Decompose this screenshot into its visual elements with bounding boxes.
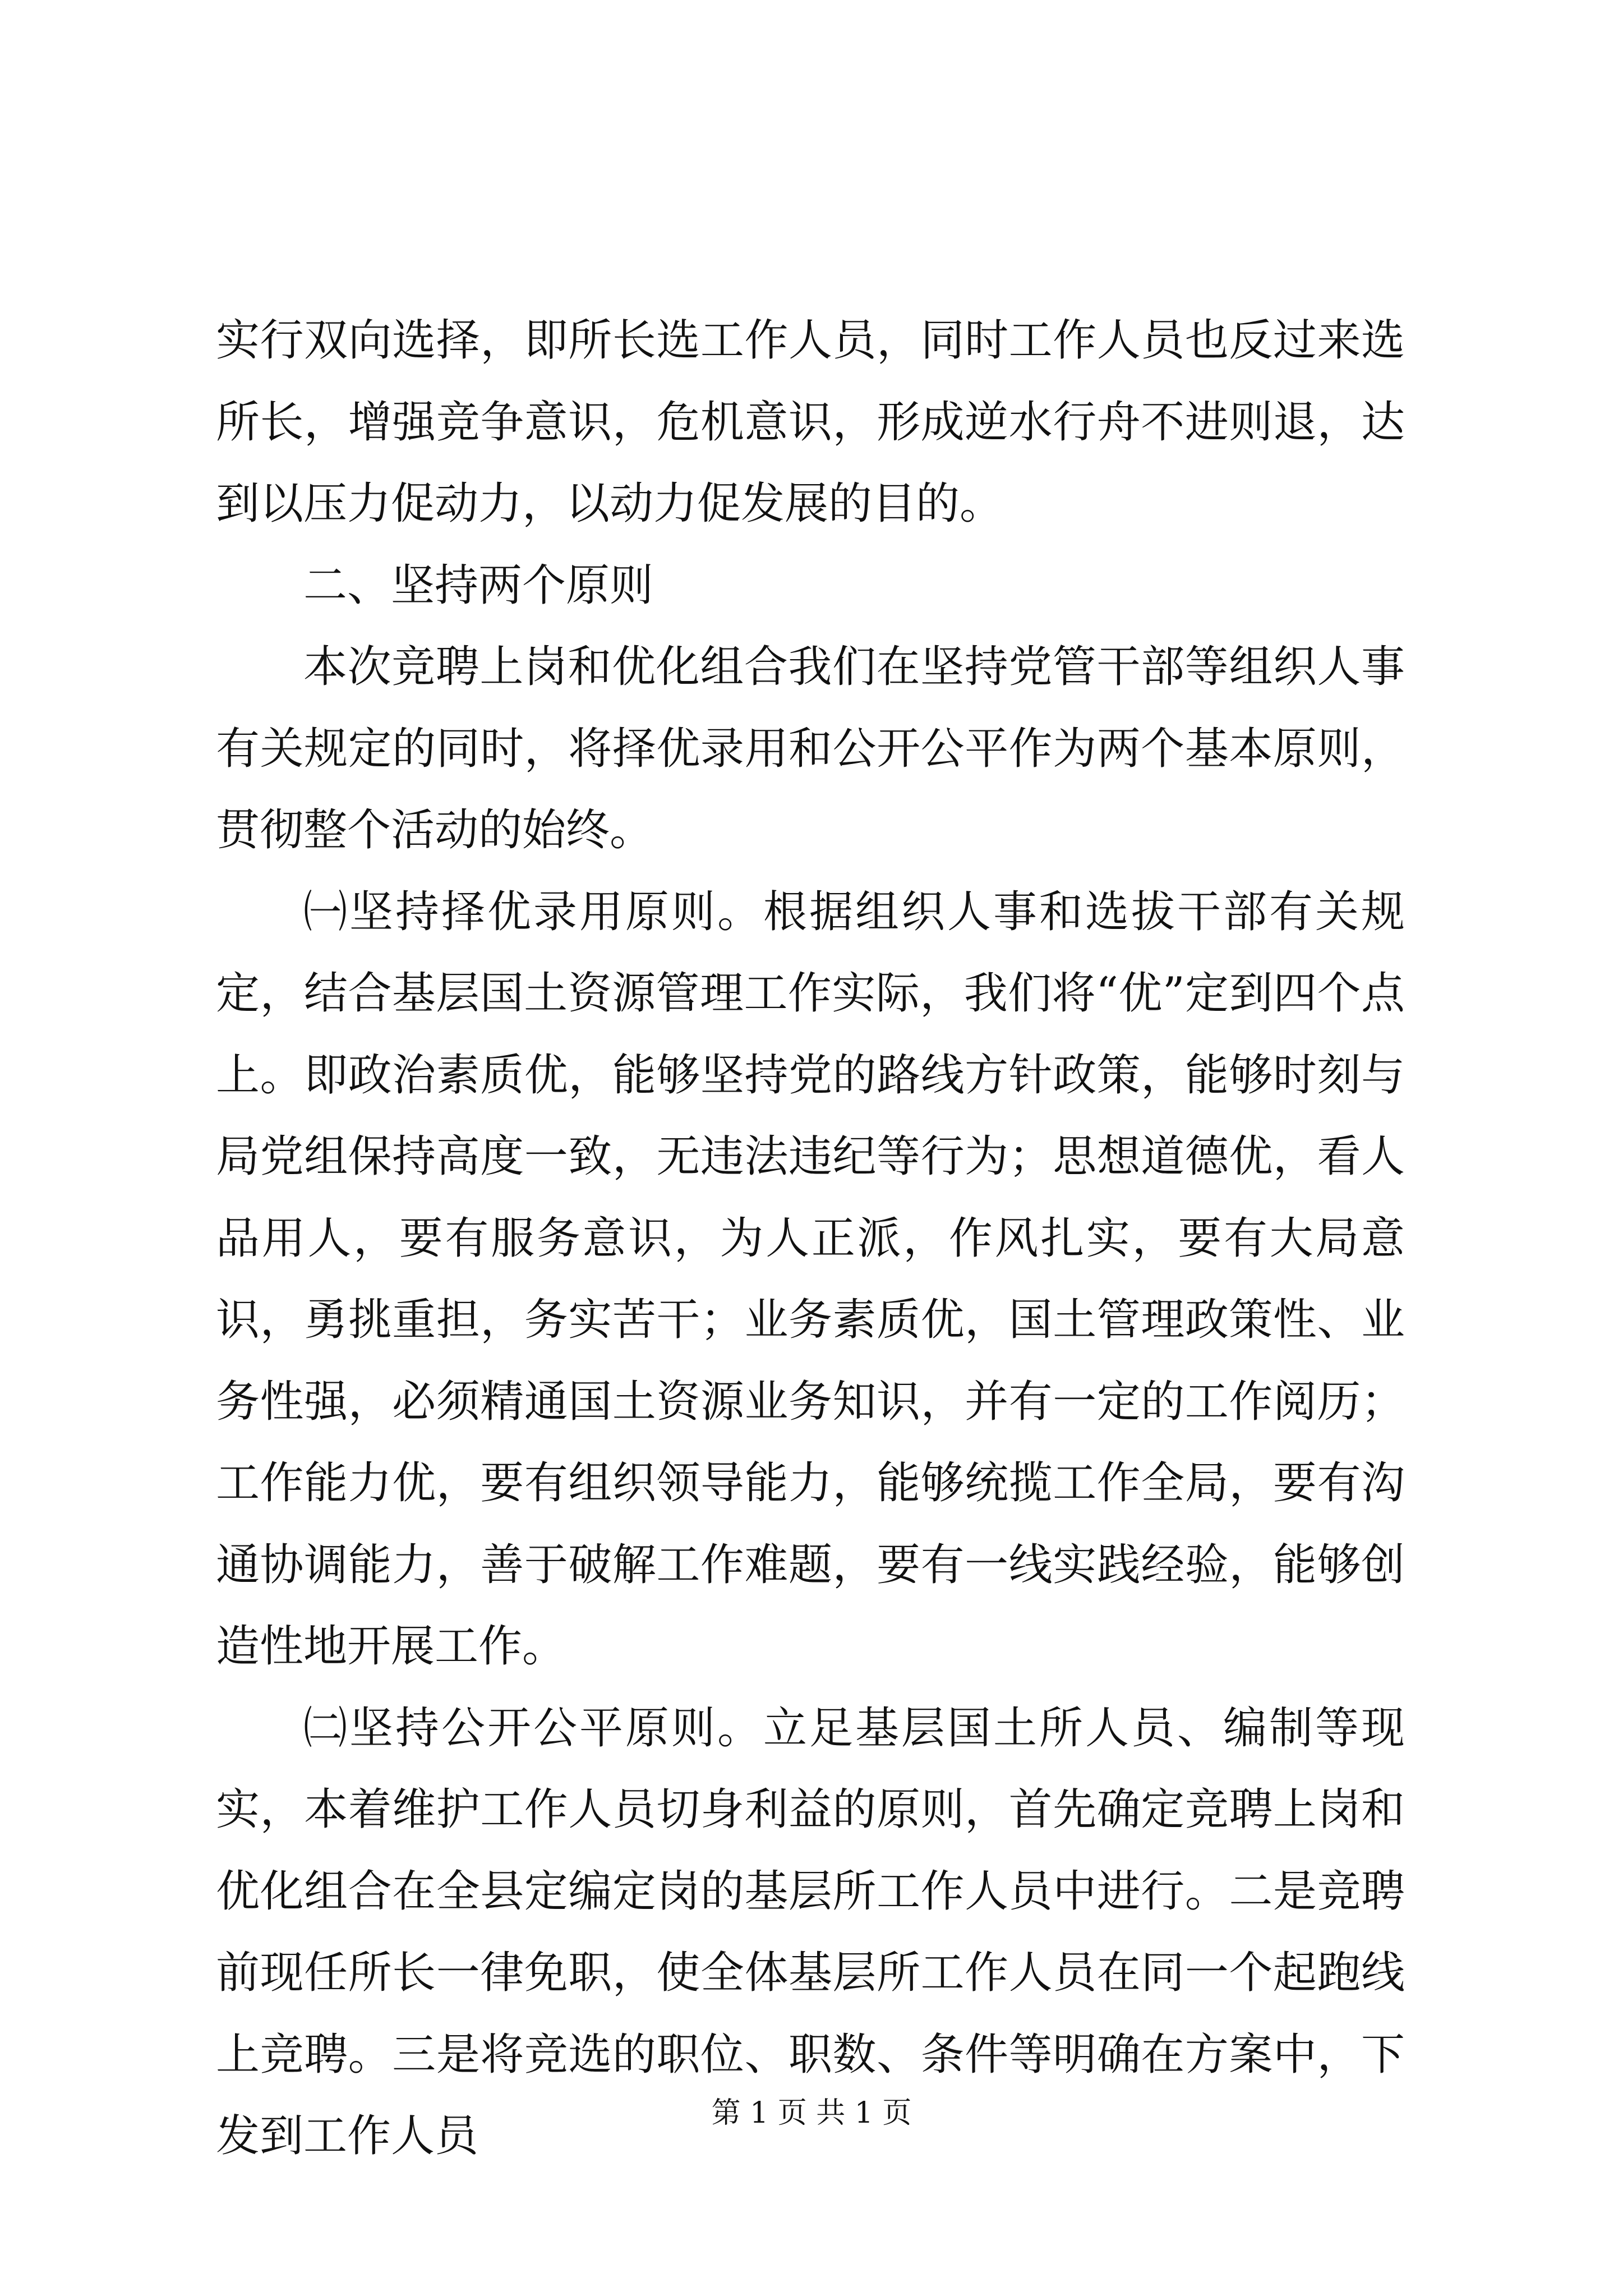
document-body bbox=[216, 300, 1405, 2178]
paragraph-fairness-principle: ㈡坚持公开公平原则。立足基层国土所人员、编制等现实，本着维护工作人员切身利益的原则，首先确定竞聘上岗和优化组合在全县定编定岗的基层所工作人员中进行。二是竞聘前现任所长一律免职，使全体基层所工作人员在同一个起跑线上竞聘。三是将竞选的职位、职数、条件等明确在方案中，下发到工作人员 bbox=[216, 1703, 1405, 2161]
paragraph-merit-principle: ㈠坚持择优录用原则。根据组织人事和选拔干部有关规定，结合基层国土资源管理工作实际，我们将“优”定到四个点上。即政治素质优，能够坚持党的路线方针政策，能够时刻与局党组保持高度一致，无违法违纪等行为；思想道德优，看人品用人，要有服务意识，为人正派，作风扎实，要有大局意识，勇挑重担，务实苦干；业务素质优，国土管理政策性、业务性强，必须精通国土资源业务知识，并有一定的工作阅历；工作能力优，要有组织领导能力，能够统揽工作全局，要有沟通协调能力，善于破解工作难题，要有一线实践经验，能够创造性地开展工作。 bbox=[216, 886, 1405, 1672]
section-heading: 二、坚持两个原则 bbox=[303, 560, 654, 611]
page-footer: 第 1 页 共 1 页 bbox=[711, 2096, 912, 2130]
paragraph-principles-intro: 本次竞聘上岗和优化组合我们在坚持党管干部等组织人事有关规定的同时，将择优录用和公开公平作为两个基本原则，贯彻整个活动的始终。 bbox=[216, 642, 1405, 855]
paragraph-continuation: 实行双向选择，即所长选工作人员，同时工作人员也反过来选所长，增强竞争意识，危机意识，形成逆水行舟不进则退，达到以压力促动力，以动力促发展的目的。 bbox=[216, 315, 1405, 529]
